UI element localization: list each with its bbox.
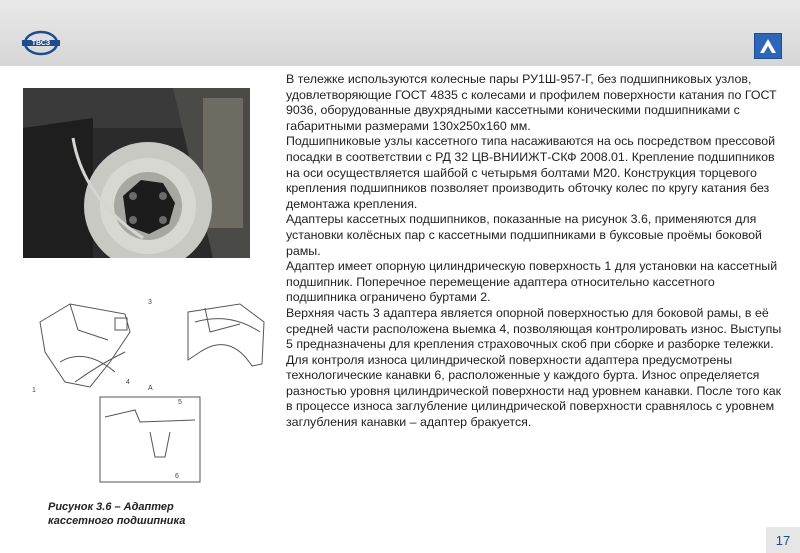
page-number: 17 [766,527,800,553]
caption-line-1: Рисунок 3.6 – Адаптер [48,501,174,513]
caption-line-2: кассетного подшипника [48,515,186,527]
bearing-photo [23,88,250,258]
figure-caption [48,500,258,528]
label-6: 6 [175,473,179,480]
label-1: 1 [32,387,36,394]
company-logo [22,29,60,57]
paragraph: Подшипниковые узлы кассетного типа насаживаются на ось посредством прессовой посадки в соответствии с РД 32 ЦВ-ВНИИЖТ-СКФ 2008.01. Крепление подшипников на оси осуществляется шайбой с четырьмя болтами М20. Конструкция торцевого крепления подшипников позволяет производить обточку колес по кругу катания без демонтажа крепления. [286,134,776,211]
paragraph: Адаптер имеет опорную цилиндрическую поверхность 1 для установки на кассетный подшипник. Поперечное перемещение адаптера относительно кассетного подшипника ограничено буртами 2. [286,259,778,305]
adapter-drawing [30,292,270,490]
logo-text: ТВСЗ [31,40,51,47]
paragraph: Верхняя часть 3 адаптера является опорной поверхностью для боковой рамы, в её средней части расположена выемка 4, позволяющая контролировать износ. Выступы 5 предназначены для крепления страховочных скоб при сборке и разборке тележки. Для контроля износа цилиндрической поверхности адаптера предусмотрены технологические канавки 6, расположенные у каждого бурта. Износ определяется разностью уровня цилиндрической поверхности над уровнем канавки. После того как в процессе износа заглубление цилиндрической поверхности сравнялось с уровнем заглубления канавки – адаптер бракуется. [286,305,782,430]
main-text [286,72,786,431]
header-bar [0,0,800,66]
label-5: 5 [178,399,182,406]
paragraph: Адаптеры кассетных подшипников, показанные на рисунок 3.6, применяются для установки колёсных пар с кассетными подшипниками в буксовые проёмы боковой рамы. [286,212,762,258]
paragraph: В тележке используются колесные пары РУ1Ш-957-Г, без подшипниковых узлов, удовлетворяющие ГОСТ 4835 с колесами и профилем поверхности катания по ГОСТ 9036, оборудованные двухрядными кассетными коническими подшипниками с габаритными размерами 130х250х160 мм. [286,72,777,133]
brand-icon [754,33,782,59]
label-4: 4 [126,379,130,386]
label-a: А [148,385,153,392]
label-3: 3 [148,299,152,306]
